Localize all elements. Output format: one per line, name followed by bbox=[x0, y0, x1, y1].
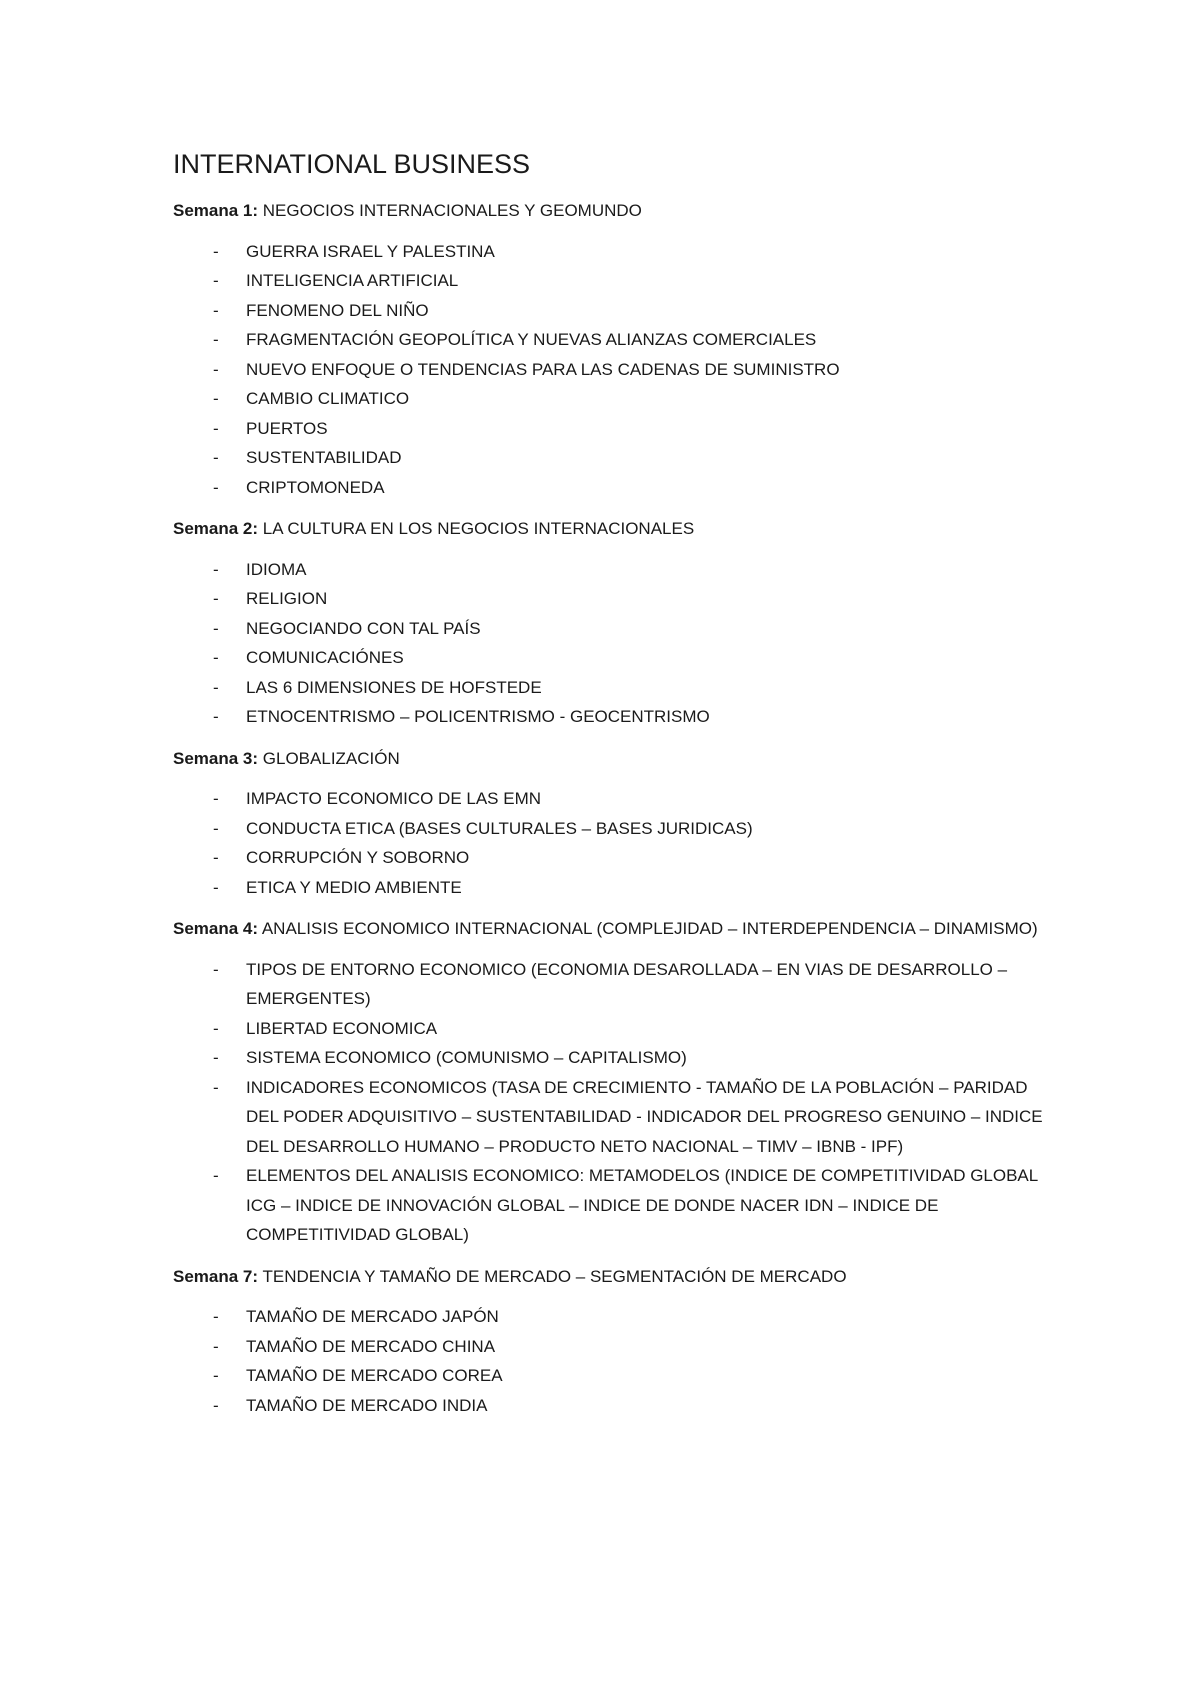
topic-item bbox=[173, 1073, 1043, 1162]
dash-bullet-icon: - bbox=[213, 389, 219, 408]
topic-item bbox=[173, 1302, 1043, 1332]
topic-text: GUERRA ISRAEL Y PALESTINA bbox=[246, 241, 495, 261]
week-title: LA CULTURA EN LOS NEGOCIOS INTERNACIONALES bbox=[262, 519, 695, 538]
topic-item bbox=[173, 384, 1043, 414]
topic-text: ETNOCENTRISMO – POLICENTRISMO - GEOCENTRISMO bbox=[246, 707, 710, 726]
dash-bullet-icon: - bbox=[213, 877, 219, 897]
topic-text: SISTEMA ECONOMICO (COMUNISMO – CAPITALISMO) bbox=[246, 1048, 687, 1067]
week-label: Semana 7: bbox=[173, 1266, 259, 1286]
week-heading bbox=[173, 514, 1043, 544]
topic-text: CORRUPCIÓN Y SOBORNO bbox=[246, 848, 470, 867]
week-heading bbox=[173, 744, 1043, 774]
week-heading bbox=[173, 914, 1043, 944]
topic-text: COMUNICACIÓNES bbox=[246, 648, 404, 667]
dash-bullet-icon: - bbox=[213, 959, 219, 979]
topic-item bbox=[173, 237, 1043, 267]
dash-bullet-icon: - bbox=[213, 448, 219, 467]
week-title: ANALISIS ECONOMICO INTERNACIONAL (COMPLEJIDAD – INTERDEPENDENCIA – DINAMISMO) bbox=[261, 919, 1038, 938]
weeks-container bbox=[173, 196, 1043, 1420]
topic-item bbox=[173, 266, 1043, 296]
topic-item bbox=[173, 814, 1043, 844]
dash-bullet-icon: - bbox=[213, 589, 219, 608]
dash-bullet-icon: - bbox=[213, 1048, 219, 1067]
dash-bullet-icon: - bbox=[213, 618, 219, 638]
topic-item bbox=[173, 955, 1043, 1014]
topic-list bbox=[173, 784, 1043, 902]
dash-bullet-icon: - bbox=[213, 1336, 219, 1356]
week-label: Semana 4: bbox=[173, 919, 259, 938]
topic-text: INDICADORES ECONOMICOS (TASA DE CRECIMIENTO - TAMAÑO DE LA POBLACIÓN – PARIDAD DEL PODER ADQUISITIVO – SUSTENTABILIDAD - INDICADOR DEL PROGRESO GENUINO – INDICE DEL DESARROLLO HUMANO – PRODUCTO NETO NACIONAL – TIMV – IBNB - IPF) bbox=[246, 1077, 1043, 1156]
dash-bullet-icon: - bbox=[213, 1077, 219, 1097]
dash-bullet-icon: - bbox=[213, 789, 219, 808]
topic-item bbox=[173, 325, 1043, 355]
topic-text: TIPOS DE ENTORNO ECONOMICO (ECONOMIA DESAROLLADA – EN VIAS DE DESARROLLO – EMERGENTES) bbox=[246, 959, 1008, 1008]
topic-item bbox=[173, 643, 1043, 673]
topic-item bbox=[173, 843, 1043, 873]
topic-text: FENOMENO DEL NIÑO bbox=[246, 300, 429, 320]
topic-item bbox=[173, 1361, 1043, 1391]
dash-bullet-icon: - bbox=[213, 477, 219, 497]
week-title: TENDENCIA Y TAMAÑO DE MERCADO – SEGMENTACIÓN DE MERCADO bbox=[262, 1266, 847, 1286]
dash-bullet-icon: - bbox=[213, 1166, 219, 1185]
topic-item bbox=[173, 873, 1043, 903]
week-section bbox=[173, 744, 1043, 903]
topic-item bbox=[173, 1332, 1043, 1362]
dash-bullet-icon: - bbox=[213, 330, 219, 349]
dash-bullet-icon: - bbox=[213, 818, 219, 838]
topic-text: CONDUCTA ETICA (BASES CULTURALES – BASES JURIDICAS) bbox=[246, 818, 753, 838]
topic-item bbox=[173, 355, 1043, 385]
dash-bullet-icon: - bbox=[213, 559, 219, 579]
week-title: NEGOCIOS INTERNACIONALES Y GEOMUNDO bbox=[262, 201, 642, 220]
topic-item bbox=[173, 443, 1043, 473]
topic-text: INTELIGENCIA ARTIFICIAL bbox=[246, 271, 459, 290]
dash-bullet-icon: - bbox=[213, 1018, 219, 1038]
topic-text: TAMAÑO DE MERCADO INDIA bbox=[246, 1395, 488, 1415]
topic-text: TAMAÑO DE MERCADO JAPÓN bbox=[246, 1307, 499, 1326]
topic-text: CAMBIO CLIMATICO bbox=[246, 389, 410, 408]
week-section bbox=[173, 1262, 1043, 1421]
dash-bullet-icon: - bbox=[213, 271, 219, 290]
week-title: GLOBALIZACIÓN bbox=[262, 748, 400, 768]
topic-item bbox=[173, 473, 1043, 503]
topic-text: SUSTENTABILIDAD bbox=[246, 448, 402, 467]
topic-text: NEGOCIANDO CON TAL PAÍS bbox=[246, 618, 481, 638]
topic-text: IDIOMA bbox=[246, 559, 307, 579]
topic-item bbox=[173, 702, 1043, 732]
dash-bullet-icon: - bbox=[213, 359, 219, 379]
topic-item bbox=[173, 1391, 1043, 1421]
topic-item bbox=[173, 614, 1043, 644]
dash-bullet-icon: - bbox=[213, 707, 219, 726]
topic-list bbox=[173, 1302, 1043, 1420]
topic-list bbox=[173, 237, 1043, 503]
document-content bbox=[173, 147, 1043, 1432]
topic-text: ELEMENTOS DEL ANALISIS ECONOMICO: METAMODELOS (INDICE DE COMPETITIVIDAD GLOBAL ICG – INDICE DE INNOVACIÓN GLOBAL – INDICE DE DONDE NACER IDN – INDICE DE COMPETITIVIDAD GLOBAL) bbox=[246, 1166, 1038, 1244]
week-label: Semana 2: bbox=[173, 519, 259, 538]
topic-text: LAS 6 DIMENSIONES DE HOFSTEDE bbox=[246, 677, 542, 697]
topic-text: TAMAÑO DE MERCADO CHINA bbox=[246, 1336, 496, 1356]
topic-item bbox=[173, 673, 1043, 703]
topic-text: NUEVO ENFOQUE O TENDENCIAS PARA LAS CADENAS DE SUMINISTRO bbox=[246, 359, 840, 379]
topic-item bbox=[173, 296, 1043, 326]
dash-bullet-icon: - bbox=[213, 418, 219, 438]
topic-item bbox=[173, 414, 1043, 444]
week-label: Semana 3: bbox=[173, 748, 259, 768]
dash-bullet-icon: - bbox=[213, 677, 219, 697]
dash-bullet-icon: - bbox=[213, 1366, 219, 1385]
dash-bullet-icon: - bbox=[213, 648, 219, 667]
topic-text: TAMAÑO DE MERCADO COREA bbox=[246, 1366, 503, 1385]
topic-text: IMPACTO ECONOMICO DE LAS EMN bbox=[246, 789, 542, 808]
week-section bbox=[173, 914, 1043, 1250]
week-heading bbox=[173, 1262, 1043, 1292]
week-section bbox=[173, 196, 1043, 502]
topic-text: LIBERTAD ECONOMICA bbox=[246, 1018, 438, 1038]
topic-item bbox=[173, 1043, 1043, 1073]
dash-bullet-icon: - bbox=[213, 1395, 219, 1415]
topic-item bbox=[173, 784, 1043, 814]
topic-text: RELIGION bbox=[246, 589, 328, 608]
topic-item bbox=[173, 584, 1043, 614]
dash-bullet-icon: - bbox=[213, 241, 219, 261]
topic-list bbox=[173, 555, 1043, 732]
topic-text: CRIPTOMONEDA bbox=[246, 477, 385, 497]
topic-text: PUERTOS bbox=[246, 418, 328, 438]
topic-text: FRAGMENTACIÓN GEOPOLÍTICA Y NUEVAS ALIANZAS COMERCIALES bbox=[246, 330, 817, 349]
topic-item bbox=[173, 555, 1043, 585]
dash-bullet-icon: - bbox=[213, 300, 219, 320]
topic-item bbox=[173, 1014, 1043, 1044]
topic-list bbox=[173, 955, 1043, 1250]
week-heading bbox=[173, 196, 1043, 226]
week-label: Semana 1: bbox=[173, 201, 259, 220]
week-section bbox=[173, 514, 1043, 732]
topic-item bbox=[173, 1161, 1043, 1250]
document-title: INTERNATIONAL BUSINESS bbox=[173, 149, 531, 179]
dash-bullet-icon: - bbox=[213, 1307, 219, 1326]
dash-bullet-icon: - bbox=[213, 848, 219, 867]
topic-text: ETICA Y MEDIO AMBIENTE bbox=[246, 877, 462, 897]
